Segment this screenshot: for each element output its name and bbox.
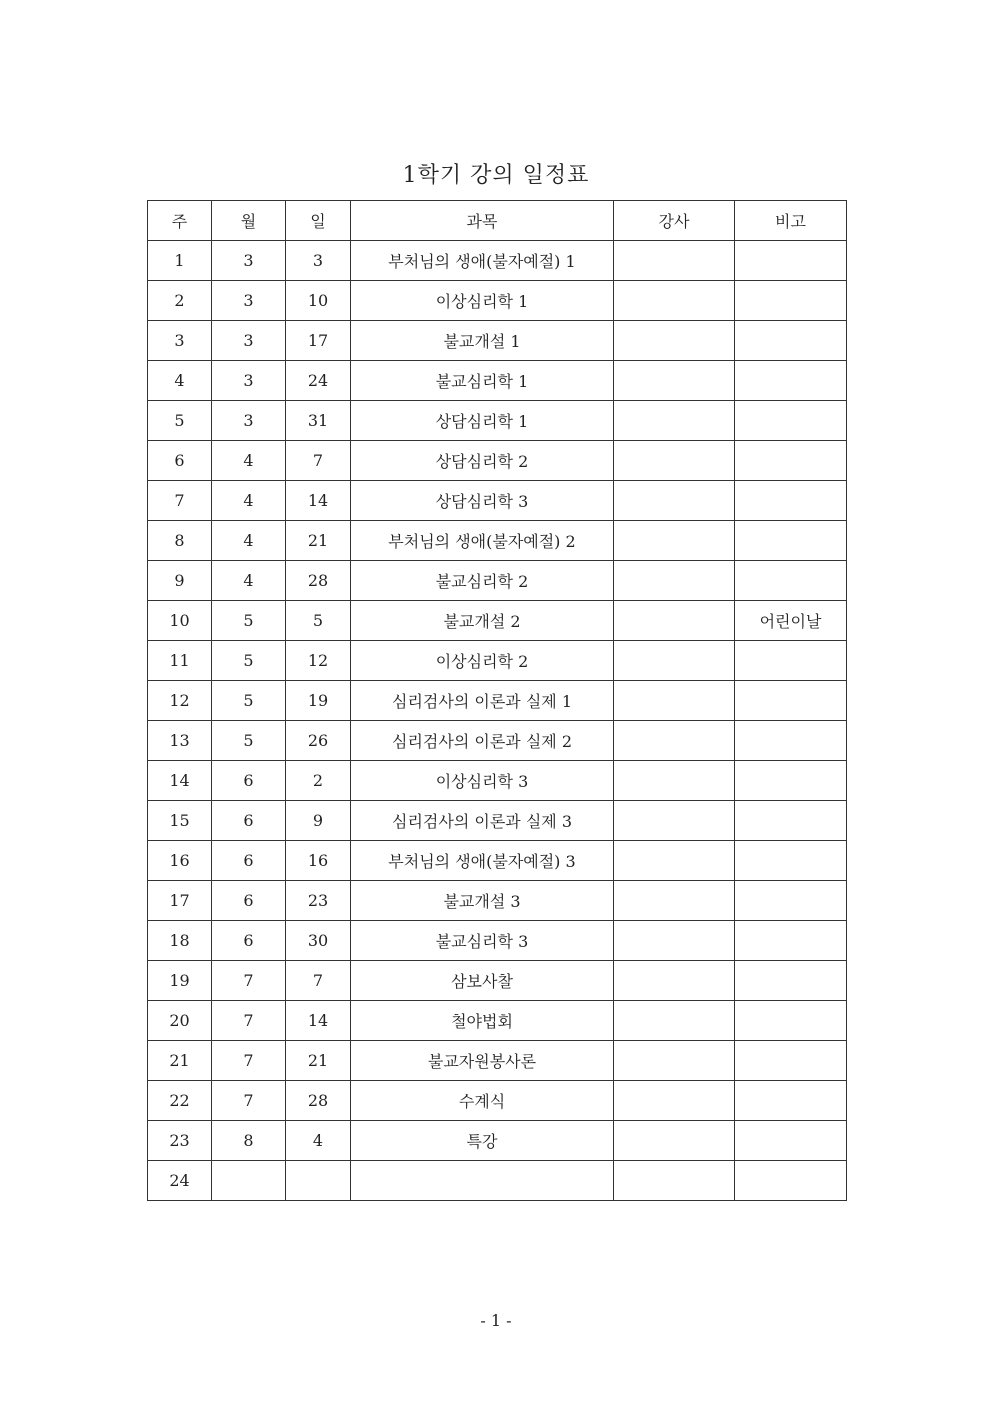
cell-month: 6 [212,881,286,921]
cell-month: 3 [212,361,286,401]
cell-week: 9 [148,561,212,601]
cell-lecturer [614,721,735,761]
cell-lecturer [614,1161,735,1201]
cell-day: 28 [286,561,351,601]
cell-lecturer [614,361,735,401]
cell-lecturer [614,641,735,681]
cell-subject: 특강 [351,1121,614,1161]
cell-subject: 불교심리학 3 [351,921,614,961]
table-row [148,761,847,801]
cell-day: 12 [286,641,351,681]
schedule-table [147,200,847,1201]
header-row [148,201,847,241]
cell-note [735,1121,847,1161]
table-row [148,521,847,561]
table-row [148,561,847,601]
cell-month: 5 [212,601,286,641]
cell-week: 13 [148,721,212,761]
cell-month: 5 [212,721,286,761]
cell-subject: 부처님의 생애(불자예절) 2 [351,521,614,561]
cell-note [735,961,847,1001]
cell-note [735,761,847,801]
cell-week: 24 [148,1161,212,1201]
cell-week: 15 [148,801,212,841]
cell-subject: 불교자원봉사론 [351,1041,614,1081]
cell-day: 9 [286,801,351,841]
cell-week: 1 [148,241,212,281]
cell-subject: 심리검사의 이론과 실제 1 [351,681,614,721]
cell-month: 6 [212,761,286,801]
cell-note [735,401,847,441]
cell-month: 8 [212,1121,286,1161]
cell-note [735,521,847,561]
cell-lecturer [614,241,735,281]
cell-lecturer [614,1081,735,1121]
cell-lecturer [614,801,735,841]
cell-week: 4 [148,361,212,401]
cell-note [735,241,847,281]
header-lecturer: 강사 [614,201,735,241]
table-row [148,321,847,361]
cell-subject: 불교개설 3 [351,881,614,921]
cell-subject: 불교개설 1 [351,321,614,361]
cell-week: 6 [148,441,212,481]
cell-day: 7 [286,961,351,1001]
cell-lecturer [614,561,735,601]
table-row [148,601,847,641]
cell-week: 18 [148,921,212,961]
cell-lecturer [614,1121,735,1161]
cell-week: 19 [148,961,212,1001]
cell-lecturer [614,841,735,881]
cell-month: 6 [212,801,286,841]
table-row [148,241,847,281]
cell-lecturer [614,1001,735,1041]
cell-lecturer [614,921,735,961]
cell-note: 어린이날 [735,601,847,641]
header-month: 월 [212,201,286,241]
cell-note [735,881,847,921]
cell-week: 16 [148,841,212,881]
cell-lecturer [614,961,735,1001]
cell-subject: 상담심리학 2 [351,441,614,481]
cell-day: 30 [286,921,351,961]
table-row [148,881,847,921]
cell-week: 2 [148,281,212,321]
cell-subject: 부처님의 생애(불자예절) 1 [351,241,614,281]
cell-week: 20 [148,1001,212,1041]
cell-month: 7 [212,1041,286,1081]
cell-lecturer [614,1041,735,1081]
cell-subject: 심리검사의 이론과 실제 2 [351,721,614,761]
cell-week: 7 [148,481,212,521]
cell-week: 22 [148,1081,212,1121]
header-week: 주 [148,201,212,241]
cell-note [735,281,847,321]
cell-month: 6 [212,841,286,881]
cell-month: 4 [212,481,286,521]
cell-month: 7 [212,961,286,1001]
cell-day: 28 [286,1081,351,1121]
cell-day: 14 [286,481,351,521]
cell-note [735,681,847,721]
cell-note [735,1041,847,1081]
header-subject: 과목 [351,201,614,241]
table-row [148,361,847,401]
cell-day: 24 [286,361,351,401]
cell-day: 17 [286,321,351,361]
cell-note [735,721,847,761]
table-row [148,841,847,881]
cell-note [735,321,847,361]
cell-day: 16 [286,841,351,881]
cell-week: 3 [148,321,212,361]
cell-subject: 불교심리학 1 [351,361,614,401]
cell-month: 6 [212,921,286,961]
table-row [148,1081,847,1121]
cell-day: 26 [286,721,351,761]
cell-lecturer [614,441,735,481]
cell-note [735,1161,847,1201]
cell-day: 4 [286,1121,351,1161]
cell-day: 21 [286,521,351,561]
cell-subject: 수계식 [351,1081,614,1121]
cell-subject: 철야법회 [351,1001,614,1041]
cell-lecturer [614,281,735,321]
document-title: 1학기 강의 일정표 [402,163,590,188]
cell-month: 3 [212,281,286,321]
cell-note [735,1081,847,1121]
table-row [148,801,847,841]
table-row [148,1041,847,1081]
cell-week: 12 [148,681,212,721]
cell-subject: 심리검사의 이론과 실제 3 [351,801,614,841]
cell-subject: 상담심리학 3 [351,481,614,521]
cell-week: 14 [148,761,212,801]
cell-week: 23 [148,1121,212,1161]
cell-day: 7 [286,441,351,481]
cell-subject [351,1161,614,1201]
cell-month: 3 [212,321,286,361]
cell-lecturer [614,321,735,361]
cell-day: 10 [286,281,351,321]
cell-day: 19 [286,681,351,721]
cell-lecturer [614,681,735,721]
cell-day: 14 [286,1001,351,1041]
table-row [148,281,847,321]
header-note: 비고 [735,201,847,241]
cell-note [735,1001,847,1041]
cell-day: 2 [286,761,351,801]
cell-week: 21 [148,1041,212,1081]
table-row [148,961,847,1001]
cell-day: 21 [286,1041,351,1081]
cell-month: 4 [212,561,286,601]
cell-day: 3 [286,241,351,281]
cell-note [735,921,847,961]
cell-subject: 불교개설 2 [351,601,614,641]
cell-week: 10 [148,601,212,641]
cell-subject: 불교심리학 2 [351,561,614,601]
cell-note [735,481,847,521]
cell-month: 3 [212,401,286,441]
cell-month: 7 [212,1001,286,1041]
cell-month: 4 [212,441,286,481]
table-row [148,441,847,481]
cell-lecturer [614,601,735,641]
cell-week: 11 [148,641,212,681]
cell-lecturer [614,521,735,561]
cell-note [735,841,847,881]
cell-month: 7 [212,1081,286,1121]
table-row [148,921,847,961]
cell-subject: 이상심리학 1 [351,281,614,321]
cell-note [735,801,847,841]
cell-subject: 삼보사찰 [351,961,614,1001]
table-row [148,1161,847,1201]
cell-week: 17 [148,881,212,921]
cell-subject: 부처님의 생애(불자예절) 3 [351,841,614,881]
table-row [148,401,847,441]
cell-lecturer [614,881,735,921]
cell-day [286,1161,351,1201]
header-day: 일 [286,201,351,241]
cell-day: 23 [286,881,351,921]
cell-subject: 상담심리학 1 [351,401,614,441]
cell-month: 4 [212,521,286,561]
cell-week: 8 [148,521,212,561]
cell-note [735,361,847,401]
cell-day: 31 [286,401,351,441]
cell-lecturer [614,401,735,441]
table-row [148,481,847,521]
cell-month: 3 [212,241,286,281]
cell-note [735,441,847,481]
page-number: - 1 - [480,1311,512,1330]
cell-month: 5 [212,681,286,721]
cell-lecturer [614,481,735,521]
cell-month [212,1161,286,1201]
cell-week: 5 [148,401,212,441]
table-row [148,681,847,721]
cell-subject: 이상심리학 3 [351,761,614,801]
cell-subject: 이상심리학 2 [351,641,614,681]
table-row [148,1121,847,1161]
cell-lecturer [614,761,735,801]
table-row [148,1001,847,1041]
table-row [148,721,847,761]
table-row [148,641,847,681]
cell-day: 5 [286,601,351,641]
cell-note [735,641,847,681]
cell-note [735,561,847,601]
cell-month: 5 [212,641,286,681]
schedule-body [148,241,847,1201]
